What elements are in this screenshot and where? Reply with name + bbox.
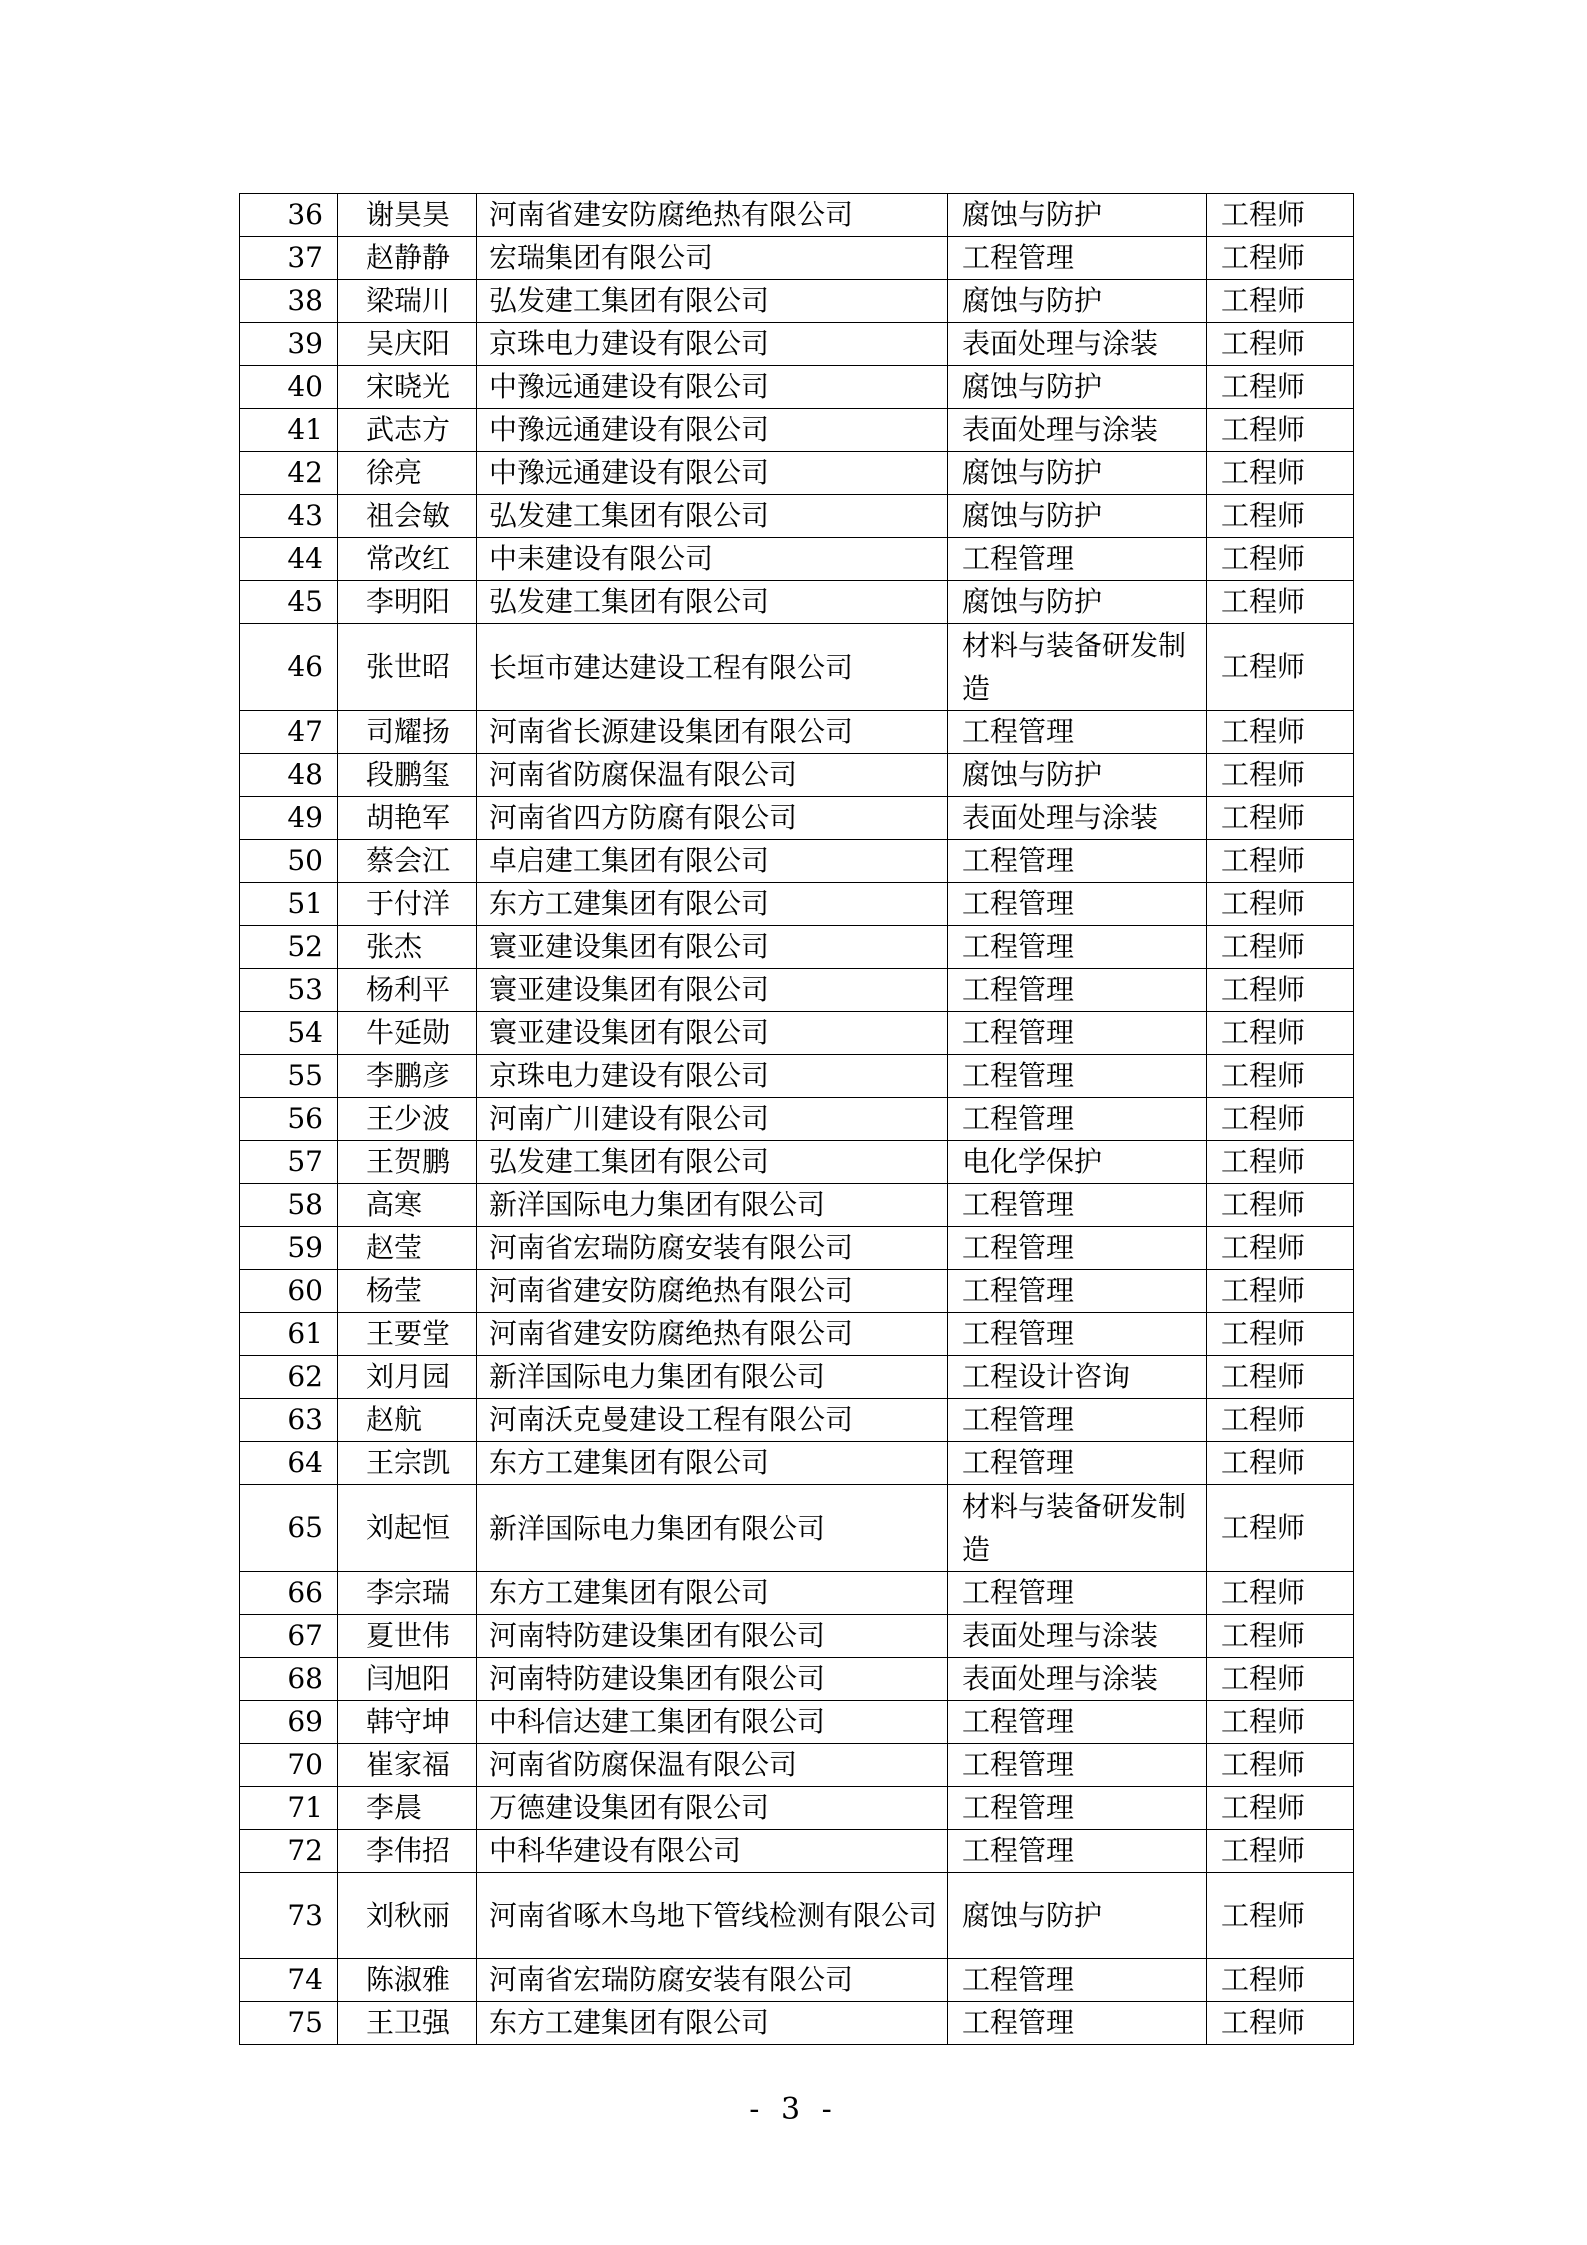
name-cell: 司耀扬	[338, 711, 477, 754]
table-row	[240, 1399, 1354, 1442]
company-cell: 河南省防腐保温有限公司	[477, 754, 948, 797]
table-row	[240, 237, 1354, 280]
specialty-cell: 电化学保护	[948, 1141, 1207, 1184]
row-number-cell: 48	[240, 754, 338, 797]
title-cell: 工程师	[1207, 1356, 1354, 1399]
table-row	[240, 409, 1354, 452]
company-cell: 河南省啄木鸟地下管线检测有限公司	[477, 1873, 948, 1959]
specialty-cell: 工程管理	[948, 1012, 1207, 1055]
company-cell: 中科华建设有限公司	[477, 1830, 948, 1873]
company-cell: 弘发建工集团有限公司	[477, 280, 948, 323]
name-cell: 牛延勋	[338, 1012, 477, 1055]
specialty-cell: 腐蚀与防护	[948, 1873, 1207, 1959]
row-number-cell: 40	[240, 366, 338, 409]
title-cell: 工程师	[1207, 1399, 1354, 1442]
company-cell: 中豫远通建设有限公司	[477, 366, 948, 409]
name-cell: 王少波	[338, 1098, 477, 1141]
company-cell: 河南省宏瑞防腐安装有限公司	[477, 1227, 948, 1270]
row-number-cell: 61	[240, 1313, 338, 1356]
table-row	[240, 1658, 1354, 1701]
title-cell: 工程师	[1207, 409, 1354, 452]
roster-body	[240, 194, 1354, 2045]
table-row	[240, 1356, 1354, 1399]
name-cell: 刘月园	[338, 1356, 477, 1399]
table-row	[240, 495, 1354, 538]
roster-table	[239, 193, 1354, 2045]
title-cell: 工程师	[1207, 1055, 1354, 1098]
specialty-cell: 材料与装备研发制造	[948, 624, 1207, 711]
company-cell: 寰亚建设集团有限公司	[477, 926, 948, 969]
table-row	[240, 2002, 1354, 2045]
company-cell: 新洋国际电力集团有限公司	[477, 1184, 948, 1227]
row-number-cell: 39	[240, 323, 338, 366]
name-cell: 吴庆阳	[338, 323, 477, 366]
table-row	[240, 926, 1354, 969]
name-cell: 徐亮	[338, 452, 477, 495]
table-row	[240, 1184, 1354, 1227]
title-cell: 工程师	[1207, 495, 1354, 538]
company-cell: 新洋国际电力集团有限公司	[477, 1485, 948, 1572]
title-cell: 工程师	[1207, 1572, 1354, 1615]
title-cell: 工程师	[1207, 1830, 1354, 1873]
row-number-cell: 74	[240, 1959, 338, 2002]
title-cell: 工程师	[1207, 366, 1354, 409]
title-cell: 工程师	[1207, 323, 1354, 366]
row-number-cell: 49	[240, 797, 338, 840]
row-number-cell: 70	[240, 1744, 338, 1787]
row-number-cell: 56	[240, 1098, 338, 1141]
table-row	[240, 1873, 1354, 1959]
company-cell: 中科信达建工集团有限公司	[477, 1701, 948, 1744]
title-cell: 工程师	[1207, 1270, 1354, 1313]
specialty-cell: 工程管理	[948, 1744, 1207, 1787]
name-cell: 宋晓光	[338, 366, 477, 409]
table-row	[240, 1141, 1354, 1184]
name-cell: 闫旭阳	[338, 1658, 477, 1701]
table-row	[240, 883, 1354, 926]
row-number-cell: 42	[240, 452, 338, 495]
title-cell: 工程师	[1207, 1873, 1354, 1959]
row-number-cell: 65	[240, 1485, 338, 1572]
company-cell: 寰亚建设集团有限公司	[477, 969, 948, 1012]
table-row	[240, 1270, 1354, 1313]
row-number-cell: 45	[240, 581, 338, 624]
row-number-cell: 46	[240, 624, 338, 711]
row-number-cell: 36	[240, 194, 338, 237]
row-number-cell: 47	[240, 711, 338, 754]
row-number-cell: 51	[240, 883, 338, 926]
table-row	[240, 323, 1354, 366]
title-cell: 工程师	[1207, 2002, 1354, 2045]
title-cell: 工程师	[1207, 1658, 1354, 1701]
name-cell: 赵航	[338, 1399, 477, 1442]
name-cell: 夏世伟	[338, 1615, 477, 1658]
name-cell: 谢昊昊	[338, 194, 477, 237]
name-cell: 段鹏玺	[338, 754, 477, 797]
title-cell: 工程师	[1207, 538, 1354, 581]
name-cell: 刘起恒	[338, 1485, 477, 1572]
company-cell: 东方工建集团有限公司	[477, 1572, 948, 1615]
row-number-cell: 67	[240, 1615, 338, 1658]
name-cell: 崔家福	[338, 1744, 477, 1787]
row-number-cell: 52	[240, 926, 338, 969]
name-cell: 韩守坤	[338, 1701, 477, 1744]
company-cell: 河南特防建设集团有限公司	[477, 1615, 948, 1658]
company-cell: 河南省防腐保温有限公司	[477, 1744, 948, 1787]
company-cell: 新洋国际电力集团有限公司	[477, 1356, 948, 1399]
page-number: - 3 -	[749, 2092, 838, 2127]
company-cell: 弘发建工集团有限公司	[477, 495, 948, 538]
company-cell: 东方工建集团有限公司	[477, 2002, 948, 2045]
company-cell: 东方工建集团有限公司	[477, 883, 948, 926]
table-row	[240, 1313, 1354, 1356]
company-cell: 宏瑞集团有限公司	[477, 237, 948, 280]
row-number-cell: 37	[240, 237, 338, 280]
specialty-cell: 工程管理	[948, 1227, 1207, 1270]
title-cell: 工程师	[1207, 1485, 1354, 1572]
title-cell: 工程师	[1207, 1787, 1354, 1830]
name-cell: 蔡会江	[338, 840, 477, 883]
specialty-cell: 工程管理	[948, 711, 1207, 754]
title-cell: 工程师	[1207, 840, 1354, 883]
specialty-cell: 表面处理与涂装	[948, 797, 1207, 840]
specialty-cell: 工程管理	[948, 237, 1207, 280]
name-cell: 李宗瑞	[338, 1572, 477, 1615]
specialty-cell: 工程管理	[948, 840, 1207, 883]
row-number-cell: 72	[240, 1830, 338, 1873]
name-cell: 于付洋	[338, 883, 477, 926]
name-cell: 赵静静	[338, 237, 477, 280]
specialty-cell: 工程管理	[948, 1787, 1207, 1830]
company-cell: 河南省建安防腐绝热有限公司	[477, 194, 948, 237]
company-cell: 河南广川建设有限公司	[477, 1098, 948, 1141]
row-number-cell: 69	[240, 1701, 338, 1744]
company-cell: 京珠电力建设有限公司	[477, 323, 948, 366]
specialty-cell: 工程管理	[948, 1184, 1207, 1227]
table-row	[240, 1442, 1354, 1485]
specialty-cell: 工程管理	[948, 883, 1207, 926]
table-row	[240, 194, 1354, 237]
name-cell: 李明阳	[338, 581, 477, 624]
name-cell: 杨利平	[338, 969, 477, 1012]
table-row	[240, 1055, 1354, 1098]
company-cell: 东方工建集团有限公司	[477, 1442, 948, 1485]
specialty-cell: 腐蚀与防护	[948, 280, 1207, 323]
specialty-cell: 工程管理	[948, 1701, 1207, 1744]
title-cell: 工程师	[1207, 1227, 1354, 1270]
specialty-cell: 腐蚀与防护	[948, 366, 1207, 409]
name-cell: 祖会敏	[338, 495, 477, 538]
name-cell: 杨莹	[338, 1270, 477, 1313]
title-cell: 工程师	[1207, 883, 1354, 926]
title-cell: 工程师	[1207, 1184, 1354, 1227]
company-cell: 河南省长源建设集团有限公司	[477, 711, 948, 754]
company-cell: 河南省建安防腐绝热有限公司	[477, 1270, 948, 1313]
company-cell: 河南省建安防腐绝热有限公司	[477, 1313, 948, 1356]
row-number-cell: 50	[240, 840, 338, 883]
name-cell: 常改红	[338, 538, 477, 581]
row-number-cell: 43	[240, 495, 338, 538]
title-cell: 工程师	[1207, 452, 1354, 495]
specialty-cell: 表面处理与涂装	[948, 1615, 1207, 1658]
name-cell: 张杰	[338, 926, 477, 969]
specialty-cell: 工程管理	[948, 1399, 1207, 1442]
title-cell: 工程师	[1207, 711, 1354, 754]
row-number-cell: 63	[240, 1399, 338, 1442]
company-cell: 弘发建工集团有限公司	[477, 581, 948, 624]
name-cell: 李伟招	[338, 1830, 477, 1873]
name-cell: 刘秋丽	[338, 1873, 477, 1959]
specialty-cell: 腐蚀与防护	[948, 194, 1207, 237]
title-cell: 工程师	[1207, 754, 1354, 797]
specialty-cell: 工程管理	[948, 1959, 1207, 2002]
title-cell: 工程师	[1207, 1313, 1354, 1356]
row-number-cell: 66	[240, 1572, 338, 1615]
specialty-cell: 工程管理	[948, 538, 1207, 581]
table-row	[240, 1012, 1354, 1055]
row-number-cell: 53	[240, 969, 338, 1012]
company-cell: 河南省宏瑞防腐安装有限公司	[477, 1959, 948, 2002]
table-row	[240, 969, 1354, 1012]
table-row	[240, 797, 1354, 840]
row-number-cell: 62	[240, 1356, 338, 1399]
name-cell: 高寒	[338, 1184, 477, 1227]
title-cell: 工程师	[1207, 1959, 1354, 2002]
title-cell: 工程师	[1207, 624, 1354, 711]
specialty-cell: 工程管理	[948, 1055, 1207, 1098]
company-cell: 京珠电力建设有限公司	[477, 1055, 948, 1098]
table-row	[240, 1701, 1354, 1744]
table-row	[240, 754, 1354, 797]
specialty-cell: 表面处理与涂装	[948, 1658, 1207, 1701]
row-number-cell: 55	[240, 1055, 338, 1098]
row-number-cell: 60	[240, 1270, 338, 1313]
name-cell: 陈淑雅	[338, 1959, 477, 2002]
name-cell: 胡艳军	[338, 797, 477, 840]
row-number-cell: 59	[240, 1227, 338, 1270]
row-number-cell: 75	[240, 2002, 338, 2045]
title-cell: 工程师	[1207, 1442, 1354, 1485]
title-cell: 工程师	[1207, 926, 1354, 969]
company-cell: 中豫远通建设有限公司	[477, 409, 948, 452]
table-row	[240, 581, 1354, 624]
specialty-cell: 腐蚀与防护	[948, 495, 1207, 538]
name-cell: 王贺鹏	[338, 1141, 477, 1184]
specialty-cell: 工程管理	[948, 1313, 1207, 1356]
row-number-cell: 54	[240, 1012, 338, 1055]
company-cell: 河南特防建设集团有限公司	[477, 1658, 948, 1701]
table-row	[240, 711, 1354, 754]
title-cell: 工程师	[1207, 194, 1354, 237]
title-cell: 工程师	[1207, 280, 1354, 323]
name-cell: 王卫强	[338, 2002, 477, 2045]
name-cell: 李晨	[338, 1787, 477, 1830]
table-row	[240, 1572, 1354, 1615]
name-cell: 张世昭	[338, 624, 477, 711]
company-cell: 弘发建工集团有限公司	[477, 1141, 948, 1184]
row-number-cell: 58	[240, 1184, 338, 1227]
company-cell: 河南沃克曼建设工程有限公司	[477, 1399, 948, 1442]
title-cell: 工程师	[1207, 1012, 1354, 1055]
table-row	[240, 1959, 1354, 2002]
row-number-cell: 41	[240, 409, 338, 452]
specialty-cell: 表面处理与涂装	[948, 323, 1207, 366]
table-row	[240, 1744, 1354, 1787]
specialty-cell: 工程设计咨询	[948, 1356, 1207, 1399]
specialty-cell: 工程管理	[948, 1572, 1207, 1615]
specialty-cell: 工程管理	[948, 969, 1207, 1012]
title-cell: 工程师	[1207, 1141, 1354, 1184]
row-number-cell: 68	[240, 1658, 338, 1701]
table-row	[240, 366, 1354, 409]
table-row	[240, 1485, 1354, 1572]
table-row	[240, 1227, 1354, 1270]
table-row	[240, 1787, 1354, 1830]
title-cell: 工程师	[1207, 1615, 1354, 1658]
title-cell: 工程师	[1207, 969, 1354, 1012]
table-row	[240, 624, 1354, 711]
table-row	[240, 1098, 1354, 1141]
row-number-cell: 71	[240, 1787, 338, 1830]
company-cell: 河南省四方防腐有限公司	[477, 797, 948, 840]
row-number-cell: 73	[240, 1873, 338, 1959]
title-cell: 工程师	[1207, 581, 1354, 624]
specialty-cell: 表面处理与涂装	[948, 409, 1207, 452]
name-cell: 梁瑞川	[338, 280, 477, 323]
title-cell: 工程师	[1207, 237, 1354, 280]
table-row	[240, 840, 1354, 883]
name-cell: 王要堂	[338, 1313, 477, 1356]
table-row	[240, 1830, 1354, 1873]
name-cell: 武志方	[338, 409, 477, 452]
specialty-cell: 工程管理	[948, 1442, 1207, 1485]
company-cell: 寰亚建设集团有限公司	[477, 1012, 948, 1055]
name-cell: 赵莹	[338, 1227, 477, 1270]
row-number-cell: 38	[240, 280, 338, 323]
specialty-cell: 材料与装备研发制造	[948, 1485, 1207, 1572]
specialty-cell: 腐蚀与防护	[948, 452, 1207, 495]
specialty-cell: 腐蚀与防护	[948, 754, 1207, 797]
company-cell: 中耒建设有限公司	[477, 538, 948, 581]
table-row	[240, 538, 1354, 581]
title-cell: 工程师	[1207, 797, 1354, 840]
company-cell: 长垣市建达建设工程有限公司	[477, 624, 948, 711]
title-cell: 工程师	[1207, 1098, 1354, 1141]
company-cell: 万德建设集团有限公司	[477, 1787, 948, 1830]
name-cell: 李鹏彦	[338, 1055, 477, 1098]
specialty-cell: 腐蚀与防护	[948, 581, 1207, 624]
row-number-cell: 57	[240, 1141, 338, 1184]
company-cell: 中豫远通建设有限公司	[477, 452, 948, 495]
specialty-cell: 工程管理	[948, 1098, 1207, 1141]
specialty-cell: 工程管理	[948, 2002, 1207, 2045]
specialty-cell: 工程管理	[948, 1270, 1207, 1313]
specialty-cell: 工程管理	[948, 926, 1207, 969]
table-row	[240, 452, 1354, 495]
company-cell: 卓启建工集团有限公司	[477, 840, 948, 883]
title-cell: 工程师	[1207, 1701, 1354, 1744]
table-row	[240, 1615, 1354, 1658]
specialty-cell: 工程管理	[948, 1830, 1207, 1873]
title-cell: 工程师	[1207, 1744, 1354, 1787]
row-number-cell: 64	[240, 1442, 338, 1485]
table-row	[240, 280, 1354, 323]
name-cell: 王宗凯	[338, 1442, 477, 1485]
row-number-cell: 44	[240, 538, 338, 581]
